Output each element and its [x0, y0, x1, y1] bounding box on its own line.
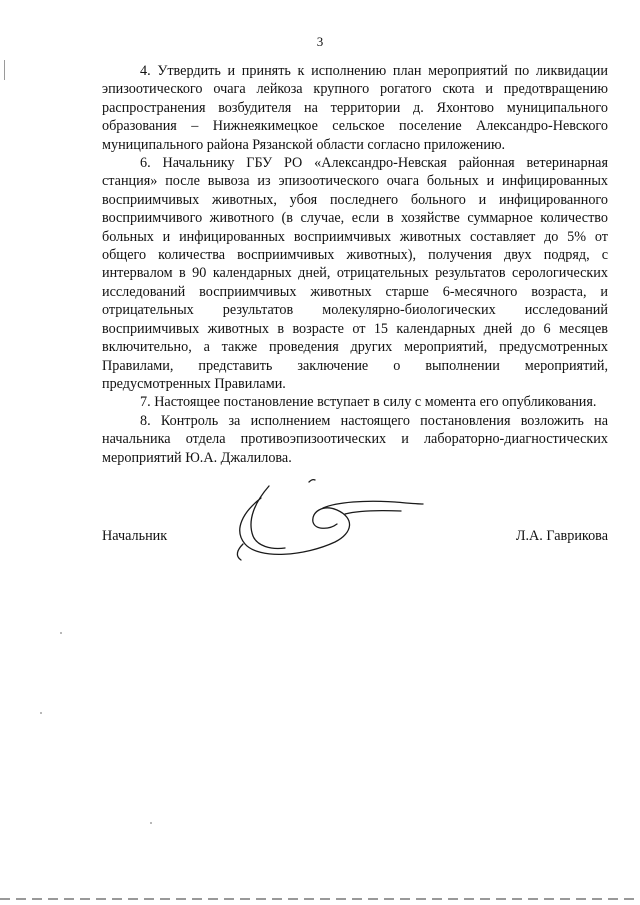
document-body: [102, 62, 608, 467]
signer-name: Л.А. Гаврикова: [515, 528, 608, 544]
scan-dust-mark: [40, 712, 42, 714]
signer-position: Начальник: [102, 528, 168, 544]
scan-dust-mark: [150, 822, 152, 824]
paragraph-6: 6. Начальнику ГБУ РО «Александро-Невская районная ветеринарная станция» после вывоза из эпизоотического очага больных и инфицированных восприимчивых животных, убоя последнего больного и инфицированного восприимчивого животного (в случае, если в хозяйстве суммарное количество больных и инфицированных восприимчивых животных составляет до 5% от общего количества восприимчивых животных), получения двух подряд, с интервалом в 90 календарных дней, отрицательных результатов серологических исследований восприимчивых животных старше 6-месячного возраста, и отрицательных результатов молекулярно-биологических исследований восприимчивых животных в возрасте от 15 календарных дней до 6 месяцев включительно, а также проведения других мероприятий, предусмотренных Правилами, представить заключение о выполнении мероприятий, предусмотренных Правилами.: [102, 155, 608, 392]
scan-dust-mark: [60, 632, 62, 634]
scan-edge-mark: [4, 60, 5, 80]
page-number: 3: [316, 34, 324, 49]
paragraph-8: 8. Контроль за исполнением настоящего постановления возложить на начальника отдела противоэпизоотических и лабораторно-диагностических мероприятий Ю.А. Джалилова.: [102, 412, 608, 466]
signature-row: [102, 528, 608, 548]
paragraph-4: 4. Утвердить и принять к исполнению план мероприятий по ликвидации эпизоотического очага лейкоза крупного рогатого скота и предотвращению распространения возбудителя на территории д. Яхонтово муниципального образования – Нижнеякимецкое сельское поселение Александро-Невского муниципального района Рязанской области согласно приложению.: [102, 63, 608, 153]
scan-edge-bottom: [0, 898, 640, 900]
handwritten-signature-icon: [225, 478, 425, 568]
paragraph-7: 7. Настоящее постановление вступает в силу с момента его опубликования.: [140, 394, 597, 411]
